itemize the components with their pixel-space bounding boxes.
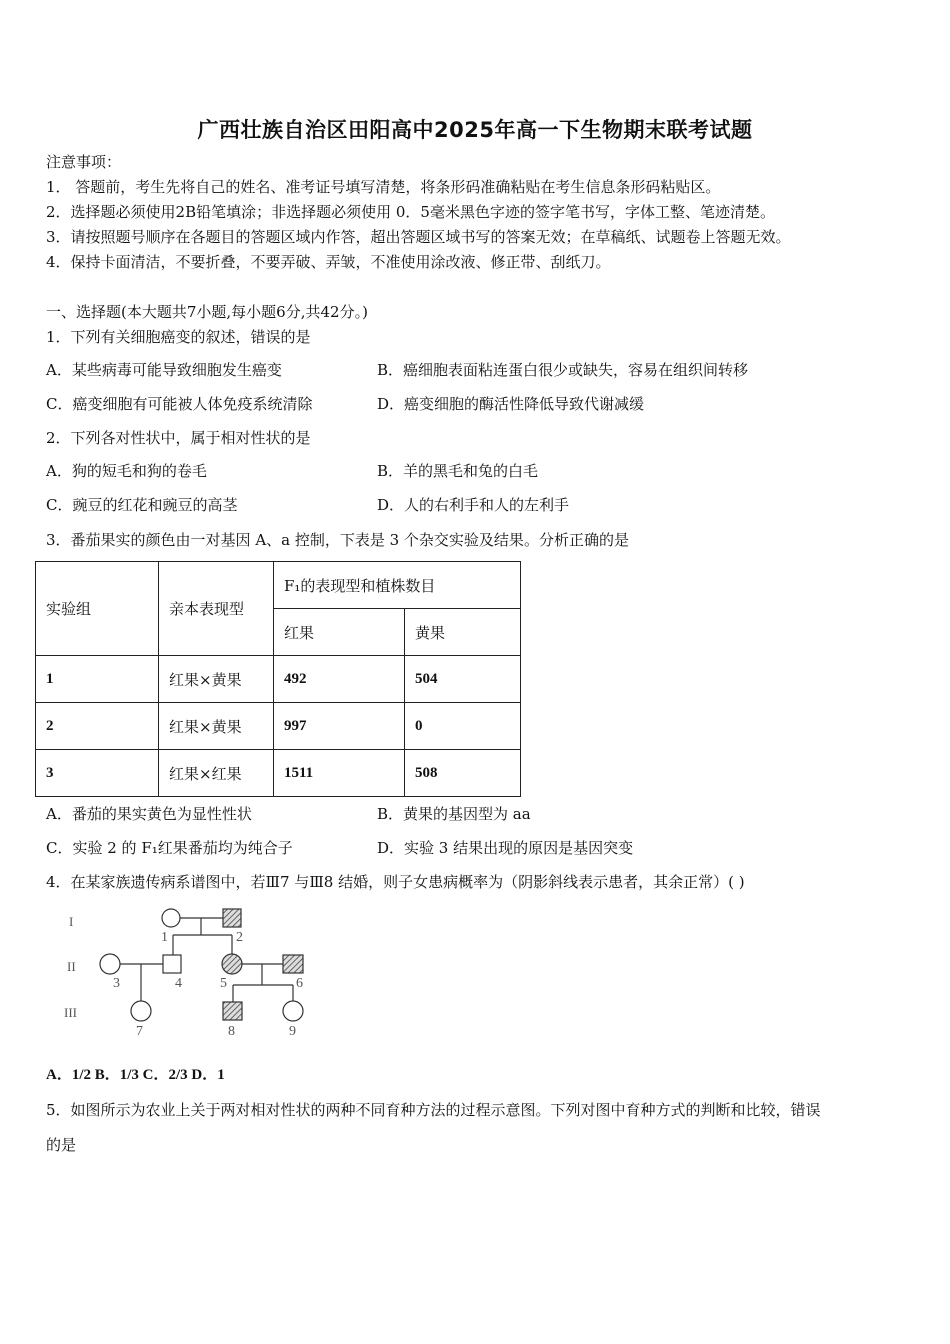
page-title: 广西壮族自治区田阳高中2025年高一下生物期末联考试题 (197, 118, 753, 142)
table-row (36, 703, 521, 750)
pedigree-diagram (55, 900, 325, 1045)
header-parent: 亲本表现型 (159, 562, 274, 656)
question-5-stem-continued: 的是 (46, 1136, 77, 1154)
header-yellow: 黄果 (405, 609, 521, 656)
pedigree-female-3 (100, 954, 120, 974)
q1-option-a: A．某些病毒可能导致细胞发生癌变 (46, 361, 282, 379)
cell-yellow: 504 (405, 656, 521, 703)
pedigree-female-9 (283, 1001, 303, 1021)
cell-group: 2 (36, 703, 159, 750)
cross-results-table (35, 561, 521, 797)
pedigree-affected-male-2 (223, 909, 241, 927)
pedigree-affected-male-6 (283, 955, 303, 973)
pedigree-female-1 (162, 909, 180, 927)
question-3-stem: 3．番茄果实的颜色由一对基因 A、a 控制，下表是 3 个杂交实验及结果。分析正确的是 (46, 531, 629, 549)
generation-label: I (69, 914, 74, 929)
individual-number: 8 (228, 1024, 235, 1039)
cell-parent: 红果×红果 (159, 750, 274, 797)
q1-option-d: D．癌变细胞的酶活性降低导致代谢减缓 (377, 395, 645, 413)
q4-options: A．1/2 B．1/3 C．2/3 D．1 (46, 1067, 225, 1083)
table-row (36, 750, 521, 797)
q3-option-d: D．实验 3 结果出现的原因是基因突变 (377, 839, 634, 857)
notice-item: 3．请按照题号顺序在各题目的答题区域内作答，超出答题区域书写的答案无效；在草稿纸、试题卷上答题无效。 (46, 228, 791, 246)
individual-number: 9 (289, 1024, 296, 1039)
cell-group: 3 (36, 750, 159, 797)
cell-parent: 红果×黄果 (159, 656, 274, 703)
notice-item: 2．选择题必须使用2B铅笔填涂；非选择题必须使用 0．5毫米黑色字迹的签字笔书写，字体工整、笔迹清楚。 (46, 203, 775, 221)
individual-number: 4 (175, 976, 182, 991)
cell-yellow: 0 (405, 703, 521, 750)
header-f1: F₁的表现型和植株数目 (274, 562, 521, 609)
question-4-stem: 4．在某家族遗传病系谱图中，若Ⅲ7 与Ⅲ8 结婚，则子女患病概率为（阴影斜线表示患者，其余正常）( ) (46, 873, 745, 891)
q1-option-c: C．癌变细胞有可能被人体免疫系统清除 (46, 395, 313, 413)
pedigree-affected-male-8 (223, 1002, 242, 1020)
notice-heading: 注意事项： (46, 153, 122, 171)
individual-number: 2 (236, 930, 243, 945)
individual-number: 3 (113, 976, 120, 991)
question-5-stem: 5．如图所示为农业上关于两对相对性状的两种不同育种方法的过程示意图。下列对图中育种方式的判断和比较，错误 (46, 1101, 821, 1119)
pedigree-female-7 (131, 1001, 151, 1021)
q1-option-b: B．癌细胞表面粘连蛋白很少或缺失，容易在组织间转移 (377, 361, 749, 379)
header-group: 实验组 (36, 562, 159, 656)
q3-option-a: A．番茄的果实黄色为显性性状 (46, 805, 252, 823)
q2-option-c: C．豌豆的红花和豌豆的高茎 (46, 496, 238, 514)
table-row (36, 656, 521, 703)
cell-yellow: 508 (405, 750, 521, 797)
header-red: 红果 (274, 609, 405, 656)
individual-number: 6 (296, 976, 303, 991)
cell-red: 1511 (274, 750, 405, 797)
generation-label: III (64, 1005, 77, 1020)
cell-group: 1 (36, 656, 159, 703)
cell-parent: 红果×黄果 (159, 703, 274, 750)
pedigree-affected-female-5 (222, 954, 242, 974)
q2-option-a: A．狗的短毛和狗的卷毛 (46, 462, 207, 480)
q3-option-c: C．实验 2 的 F₁红果番茄均为纯合子 (46, 839, 293, 857)
pedigree-male-4 (163, 955, 181, 973)
individual-number: 7 (136, 1024, 143, 1039)
generation-label: II (67, 959, 76, 974)
individual-number: 5 (220, 976, 227, 991)
q3-option-b: B．黄果的基因型为 aa (377, 805, 531, 823)
q2-option-d: D．人的右利手和人的左利手 (377, 496, 570, 514)
question-1-stem: 1．下列有关细胞癌变的叙述，错误的是 (46, 328, 311, 346)
section-heading: 一、选择题(本大题共7小题,每小题6分,共42分。) (46, 303, 368, 321)
individual-number: 1 (161, 930, 168, 945)
notice-item: 1． 答题前，考生先将自己的姓名、准考证号填写清楚，将条形码准确粘贴在考生信息条形码粘贴区。 (46, 178, 721, 196)
question-2-stem: 2．下列各对性状中，属于相对性状的是 (46, 429, 311, 447)
cell-red: 492 (274, 656, 405, 703)
notice-item: 4．保持卡面清洁，不要折叠，不要弄破、弄皱，不准使用涂改液、修正带、刮纸刀。 (46, 253, 611, 271)
cell-red: 997 (274, 703, 405, 750)
q2-option-b: B．羊的黑毛和兔的白毛 (377, 462, 539, 480)
